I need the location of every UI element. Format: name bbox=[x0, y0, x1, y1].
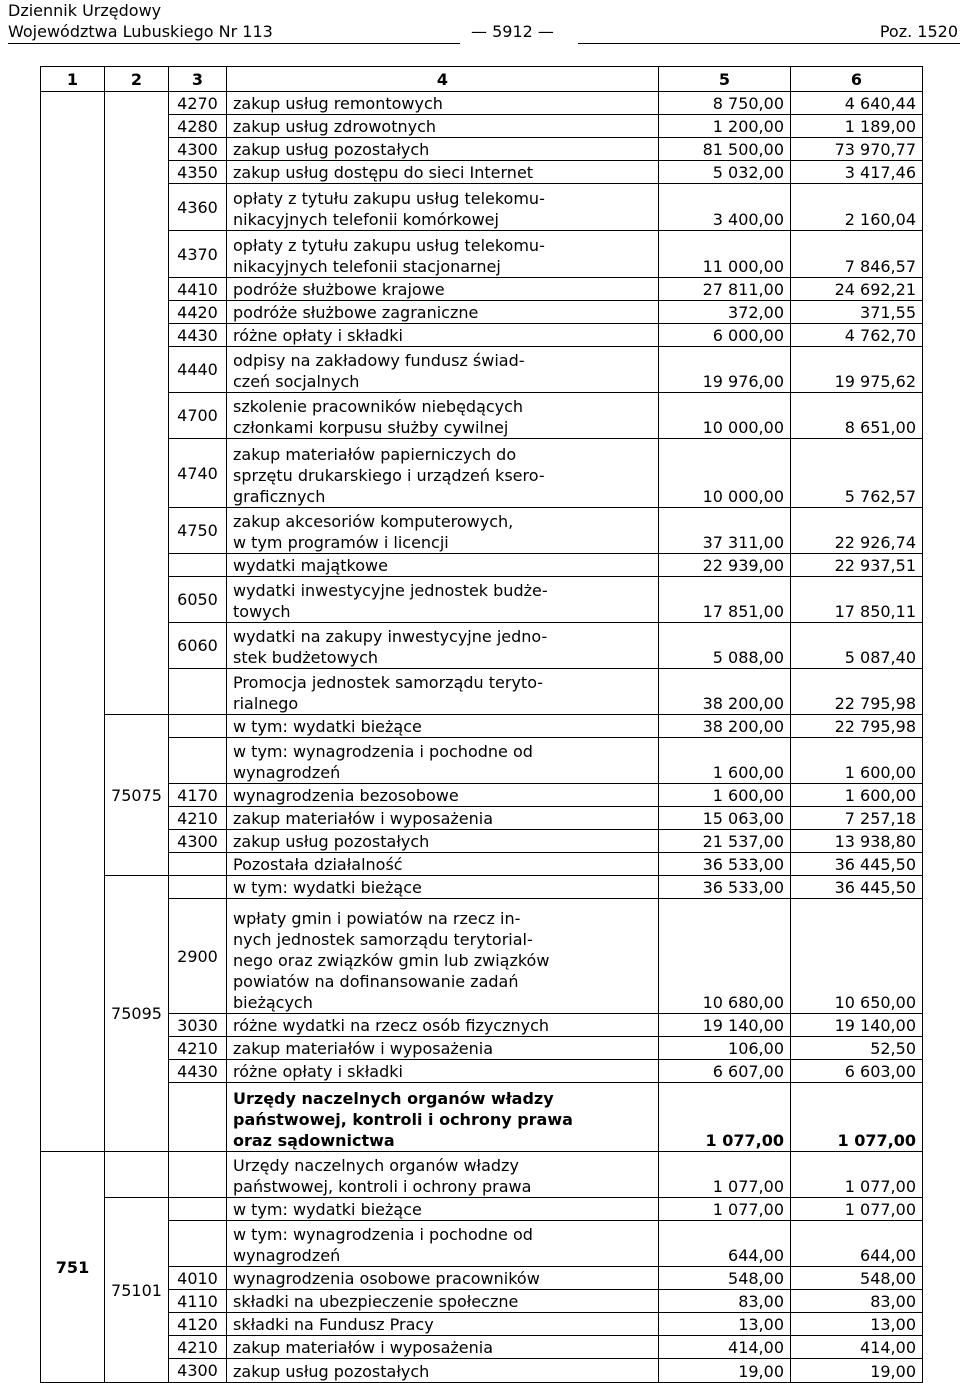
cell-paragraf: 6050 bbox=[169, 577, 227, 623]
description-line: towych bbox=[233, 602, 291, 621]
table-row bbox=[41, 669, 923, 715]
cell-wykonanie: 36 445,50 bbox=[791, 853, 923, 876]
cell-wykonanie: 5 087,40 bbox=[791, 623, 923, 669]
cell-wykonanie: 1 077,00 bbox=[791, 1083, 923, 1152]
description-line: bieżących bbox=[233, 993, 313, 1012]
cell-paragraf: 4010 bbox=[169, 1267, 227, 1290]
cell-wykonanie: 22 926,74 bbox=[791, 508, 923, 554]
cell-plan: 1 600,00 bbox=[659, 738, 791, 784]
cell-wykonanie: 73 970,77 bbox=[791, 138, 923, 161]
column-header-plan: 5 bbox=[659, 67, 791, 92]
cell-paragraf: 4210 bbox=[169, 807, 227, 830]
cell-description: różne wydatki na rzecz osób fizycznych bbox=[227, 1014, 659, 1037]
cell-paragraf: 4370 bbox=[169, 231, 227, 278]
table-row bbox=[41, 1152, 923, 1198]
cell-description: składki na Fundusz Pracy bbox=[227, 1313, 659, 1336]
description-line: Promocja jednostek samorządu teryto- bbox=[233, 673, 544, 692]
table-row bbox=[41, 899, 923, 1014]
table-row bbox=[41, 393, 923, 439]
cell-wykonanie: 1 600,00 bbox=[791, 738, 923, 784]
description-line: oraz sądownictwa bbox=[233, 1131, 395, 1150]
table-header-row bbox=[41, 67, 923, 92]
cell-plan: 1 077,00 bbox=[659, 1198, 791, 1221]
cell-description bbox=[227, 184, 659, 231]
cell-description: wydatki majątkowe bbox=[227, 554, 659, 577]
table-row bbox=[41, 1060, 923, 1083]
table-row bbox=[41, 554, 923, 577]
table-row bbox=[41, 876, 923, 899]
cell-description bbox=[227, 577, 659, 623]
cell-paragraf bbox=[169, 715, 227, 738]
description-line: w tym: wynagrodzenia i pochodne od bbox=[233, 742, 533, 761]
cell-dzial: 751 bbox=[41, 1152, 105, 1383]
description-line: wydatki na zakupy inwestycyjne jedno- bbox=[233, 627, 548, 646]
cell-wykonanie: 2 160,04 bbox=[791, 184, 923, 231]
cell-rozdzial bbox=[105, 92, 169, 715]
page-number: — 5912 — bbox=[471, 22, 554, 41]
cell-paragraf: 2900 bbox=[169, 899, 227, 1014]
cell-description: zakup materiałów i wyposażenia bbox=[227, 1037, 659, 1060]
cell-plan: 22 939,00 bbox=[659, 554, 791, 577]
description-line: czeń socjalnych bbox=[233, 372, 360, 391]
cell-description: w tym: wydatki bieżące bbox=[227, 715, 659, 738]
table-row bbox=[41, 784, 923, 807]
column-header-rozdzial: 2 bbox=[105, 67, 169, 92]
cell-description bbox=[227, 1221, 659, 1267]
cell-plan: 81 500,00 bbox=[659, 138, 791, 161]
description-line: państwowej, kontroli i ochrony prawa bbox=[233, 1177, 532, 1196]
budget-table bbox=[40, 66, 923, 1383]
cell-paragraf bbox=[169, 1221, 227, 1267]
cell-description bbox=[227, 738, 659, 784]
cell-paragraf: 4300 bbox=[169, 830, 227, 853]
cell-paragraf: 4700 bbox=[169, 393, 227, 439]
description-line: w tym: wynagrodzenia i pochodne od bbox=[233, 1225, 533, 1244]
cell-rozdzial: 75075 bbox=[105, 715, 169, 876]
cell-paragraf: 4120 bbox=[169, 1313, 227, 1336]
cell-wykonanie: 52,50 bbox=[791, 1037, 923, 1060]
cell-wykonanie: 17 850,11 bbox=[791, 577, 923, 623]
cell-plan: 10 000,00 bbox=[659, 393, 791, 439]
table-row bbox=[41, 1198, 923, 1221]
table-row bbox=[41, 715, 923, 738]
cell-wykonanie: 4 640,44 bbox=[791, 92, 923, 115]
description-line: zakup akcesoriów komputerowych, bbox=[233, 512, 514, 531]
cell-wykonanie: 83,00 bbox=[791, 1290, 923, 1313]
cell-plan: 1 200,00 bbox=[659, 115, 791, 138]
cell-paragraf: 4210 bbox=[169, 1336, 227, 1359]
table-row bbox=[41, 1014, 923, 1037]
cell-paragraf: 4300 bbox=[169, 1359, 227, 1383]
cell-paragraf: 4300 bbox=[169, 138, 227, 161]
cell-description: różne opłaty i składki bbox=[227, 324, 659, 347]
cell-wykonanie: 548,00 bbox=[791, 1267, 923, 1290]
cell-paragraf: 4360 bbox=[169, 184, 227, 231]
running-header bbox=[8, 0, 960, 44]
cell-plan: 548,00 bbox=[659, 1267, 791, 1290]
cell-paragraf bbox=[169, 1152, 227, 1198]
cell-wykonanie: 7 257,18 bbox=[791, 807, 923, 830]
cell-description: wynagrodzenia bezosobowe bbox=[227, 784, 659, 807]
column-header-wykonanie: 6 bbox=[791, 67, 923, 92]
cell-plan: 372,00 bbox=[659, 301, 791, 324]
table-row bbox=[41, 115, 923, 138]
table-body bbox=[41, 92, 923, 1383]
table-row bbox=[41, 439, 923, 508]
cell-paragraf bbox=[169, 876, 227, 899]
table-row bbox=[41, 1221, 923, 1267]
cell-paragraf: 4110 bbox=[169, 1290, 227, 1313]
cell-plan: 19 140,00 bbox=[659, 1014, 791, 1037]
cell-wykonanie: 22 795,98 bbox=[791, 715, 923, 738]
cell-plan: 6 607,00 bbox=[659, 1060, 791, 1083]
table-row bbox=[41, 508, 923, 554]
table-row bbox=[41, 623, 923, 669]
description-line: zakup materiałów papierniczych do bbox=[233, 445, 517, 464]
cell-description bbox=[227, 1083, 659, 1152]
cell-plan: 106,00 bbox=[659, 1037, 791, 1060]
cell-plan: 1 077,00 bbox=[659, 1083, 791, 1152]
cell-wykonanie: 22 795,98 bbox=[791, 669, 923, 715]
cell-rozdzial: 75095 bbox=[105, 876, 169, 1152]
cell-wykonanie: 4 762,70 bbox=[791, 324, 923, 347]
cell-wykonanie: 371,55 bbox=[791, 301, 923, 324]
description-line: nych jednostek samorządu terytorial- bbox=[233, 930, 533, 949]
table-row bbox=[41, 1267, 923, 1290]
cell-plan: 36 533,00 bbox=[659, 876, 791, 899]
table-row bbox=[41, 807, 923, 830]
cell-plan: 15 063,00 bbox=[659, 807, 791, 830]
cell-description: zakup usług pozostałych bbox=[227, 830, 659, 853]
cell-plan: 8 750,00 bbox=[659, 92, 791, 115]
description-line: wynagrodzeń bbox=[233, 763, 341, 782]
cell-plan: 5 032,00 bbox=[659, 161, 791, 184]
table-row bbox=[41, 830, 923, 853]
description-line: państwowej, kontroli i ochrony prawa bbox=[233, 1110, 573, 1129]
cell-description: różne opłaty i składki bbox=[227, 1060, 659, 1083]
cell-plan: 3 400,00 bbox=[659, 184, 791, 231]
cell-wykonanie: 10 650,00 bbox=[791, 899, 923, 1014]
cell-description: zakup usług pozostałych bbox=[227, 1359, 659, 1383]
cell-description: zakup usług remontowych bbox=[227, 92, 659, 115]
cell-wykonanie: 7 846,57 bbox=[791, 231, 923, 278]
cell-plan: 5 088,00 bbox=[659, 623, 791, 669]
cell-paragraf bbox=[169, 554, 227, 577]
table-row bbox=[41, 577, 923, 623]
column-header-paragraf: 3 bbox=[169, 67, 227, 92]
description-line: członkami korpusu służby cywilnej bbox=[233, 418, 509, 437]
cell-description: zakup usług pozostałych bbox=[227, 138, 659, 161]
cell-wykonanie: 1 189,00 bbox=[791, 115, 923, 138]
cell-wykonanie: 6 603,00 bbox=[791, 1060, 923, 1083]
cell-plan: 10 000,00 bbox=[659, 439, 791, 508]
description-line: powiatów na dofinansowanie zadań bbox=[233, 972, 519, 991]
cell-description: wynagrodzenia osobowe pracowników bbox=[227, 1267, 659, 1290]
cell-paragraf: 4420 bbox=[169, 301, 227, 324]
table-row bbox=[41, 92, 923, 115]
cell-paragraf: 4350 bbox=[169, 161, 227, 184]
description-line: opłaty z tytułu zakupu usług telekomu- bbox=[233, 189, 545, 208]
table-row bbox=[41, 324, 923, 347]
cell-wykonanie: 414,00 bbox=[791, 1336, 923, 1359]
table-row bbox=[41, 1290, 923, 1313]
cell-description: zakup materiałów i wyposażenia bbox=[227, 807, 659, 830]
column-header-tresc: 4 bbox=[227, 67, 659, 92]
cell-paragraf bbox=[169, 1198, 227, 1221]
cell-paragraf: 4210 bbox=[169, 1037, 227, 1060]
table-row bbox=[41, 161, 923, 184]
table-row bbox=[41, 1313, 923, 1336]
description-line: wpłaty gmin i powiatów na rzecz in- bbox=[233, 909, 521, 928]
table-row bbox=[41, 347, 923, 393]
cell-description bbox=[227, 508, 659, 554]
cell-paragraf bbox=[169, 738, 227, 784]
cell-plan: 1 600,00 bbox=[659, 784, 791, 807]
cell-paragraf: 4430 bbox=[169, 1060, 227, 1083]
table-row bbox=[41, 738, 923, 784]
cell-paragraf: 4430 bbox=[169, 324, 227, 347]
cell-paragraf: 4750 bbox=[169, 508, 227, 554]
cell-paragraf: 4440 bbox=[169, 347, 227, 393]
cell-wykonanie: 22 937,51 bbox=[791, 554, 923, 577]
cell-wykonanie: 13,00 bbox=[791, 1313, 923, 1336]
cell-description: składki na ubezpieczenie społeczne bbox=[227, 1290, 659, 1313]
cell-paragraf: 6060 bbox=[169, 623, 227, 669]
journal-issue: Województwa Lubuskiego Nr 113 bbox=[8, 22, 273, 41]
description-line: nikacyjnych telefonii stacjonarnej bbox=[233, 257, 501, 276]
cell-description: podróże służbowe zagraniczne bbox=[227, 301, 659, 324]
description-line: wynagrodzeń bbox=[233, 1246, 341, 1265]
header-rule-right bbox=[578, 43, 960, 44]
description-line: nego oraz związków gmin lub związków bbox=[233, 951, 550, 970]
cell-plan: 6 000,00 bbox=[659, 324, 791, 347]
cell-plan: 83,00 bbox=[659, 1290, 791, 1313]
description-line: w tym programów i licencji bbox=[233, 533, 449, 552]
cell-rozdzial: 75101 bbox=[105, 1198, 169, 1383]
cell-wykonanie: 13 938,80 bbox=[791, 830, 923, 853]
table-row bbox=[41, 1037, 923, 1060]
cell-plan: 38 200,00 bbox=[659, 715, 791, 738]
table-row bbox=[41, 184, 923, 231]
cell-wykonanie: 19 975,62 bbox=[791, 347, 923, 393]
description-line: opłaty z tytułu zakupu usług telekomu- bbox=[233, 236, 545, 255]
cell-rozdzial bbox=[105, 1152, 169, 1198]
cell-paragraf bbox=[169, 669, 227, 715]
cell-wykonanie: 644,00 bbox=[791, 1221, 923, 1267]
cell-plan: 38 200,00 bbox=[659, 669, 791, 715]
description-line: szkolenie pracowników niebędących bbox=[233, 397, 524, 416]
cell-plan: 37 311,00 bbox=[659, 508, 791, 554]
cell-description bbox=[227, 623, 659, 669]
description-line: Urzędy naczelnych organów władzy bbox=[233, 1156, 519, 1175]
cell-description: Pozostała działalność bbox=[227, 853, 659, 876]
description-line: rialnego bbox=[233, 694, 299, 713]
cell-description bbox=[227, 439, 659, 508]
cell-wykonanie: 24 692,21 bbox=[791, 278, 923, 301]
description-line: Urzędy naczelnych organów władzy bbox=[233, 1089, 554, 1108]
table-row bbox=[41, 231, 923, 278]
cell-plan: 19,00 bbox=[659, 1359, 791, 1383]
cell-wykonanie: 5 762,57 bbox=[791, 439, 923, 508]
description-line: stek budżetowych bbox=[233, 648, 379, 667]
cell-plan: 17 851,00 bbox=[659, 577, 791, 623]
table-row bbox=[41, 278, 923, 301]
description-line: graficznych bbox=[233, 487, 326, 506]
cell-wykonanie: 19,00 bbox=[791, 1359, 923, 1383]
cell-paragraf: 4270 bbox=[169, 92, 227, 115]
cell-plan: 414,00 bbox=[659, 1336, 791, 1359]
column-header-dzial: 1 bbox=[41, 67, 105, 92]
cell-wykonanie: 1 600,00 bbox=[791, 784, 923, 807]
cell-wykonanie: 1 077,00 bbox=[791, 1152, 923, 1198]
table-row bbox=[41, 1336, 923, 1359]
cell-description: zakup usług zdrowotnych bbox=[227, 115, 659, 138]
description-line: sprzętu drukarskiego i urządzeń ksero- bbox=[233, 466, 545, 485]
cell-plan: 19 976,00 bbox=[659, 347, 791, 393]
table-row bbox=[41, 1359, 923, 1383]
table-row bbox=[41, 138, 923, 161]
cell-plan: 21 537,00 bbox=[659, 830, 791, 853]
header-rule-left bbox=[8, 43, 460, 44]
cell-dzial bbox=[41, 92, 105, 1152]
cell-description bbox=[227, 393, 659, 439]
cell-description bbox=[227, 231, 659, 278]
cell-plan: 10 680,00 bbox=[659, 899, 791, 1014]
cell-description: zakup materiałów i wyposażenia bbox=[227, 1336, 659, 1359]
description-line: nikacyjnych telefonii komórkowej bbox=[233, 210, 499, 229]
cell-paragraf: 3030 bbox=[169, 1014, 227, 1037]
cell-description: zakup usług dostępu do sieci Internet bbox=[227, 161, 659, 184]
cell-plan: 11 000,00 bbox=[659, 231, 791, 278]
table-row bbox=[41, 853, 923, 876]
description-line: odpisy na zakładowy fundusz świad- bbox=[233, 351, 525, 370]
cell-description bbox=[227, 899, 659, 1014]
cell-description bbox=[227, 669, 659, 715]
cell-paragraf bbox=[169, 1083, 227, 1152]
cell-paragraf: 4280 bbox=[169, 115, 227, 138]
journal-title: Dziennik Urzędowy bbox=[8, 1, 162, 20]
position-number: Poz. 1520 bbox=[879, 22, 958, 41]
cell-plan: 36 533,00 bbox=[659, 853, 791, 876]
cell-paragraf bbox=[169, 853, 227, 876]
cell-plan: 27 811,00 bbox=[659, 278, 791, 301]
cell-wykonanie: 8 651,00 bbox=[791, 393, 923, 439]
cell-wykonanie: 3 417,46 bbox=[791, 161, 923, 184]
cell-wykonanie: 36 445,50 bbox=[791, 876, 923, 899]
description-line: wydatki inwestycyjne jednostek budże- bbox=[233, 581, 548, 600]
cell-description: w tym: wydatki bieżące bbox=[227, 1198, 659, 1221]
cell-paragraf: 4410 bbox=[169, 278, 227, 301]
cell-plan: 1 077,00 bbox=[659, 1152, 791, 1198]
cell-description bbox=[227, 1152, 659, 1198]
cell-wykonanie: 1 077,00 bbox=[791, 1198, 923, 1221]
cell-plan: 13,00 bbox=[659, 1313, 791, 1336]
cell-paragraf: 4170 bbox=[169, 784, 227, 807]
cell-description: w tym: wydatki bieżące bbox=[227, 876, 659, 899]
cell-wykonanie: 19 140,00 bbox=[791, 1014, 923, 1037]
table-row bbox=[41, 1083, 923, 1152]
cell-description bbox=[227, 347, 659, 393]
table-row bbox=[41, 301, 923, 324]
cell-description: podróże służbowe krajowe bbox=[227, 278, 659, 301]
cell-paragraf: 4740 bbox=[169, 439, 227, 508]
cell-plan: 644,00 bbox=[659, 1221, 791, 1267]
